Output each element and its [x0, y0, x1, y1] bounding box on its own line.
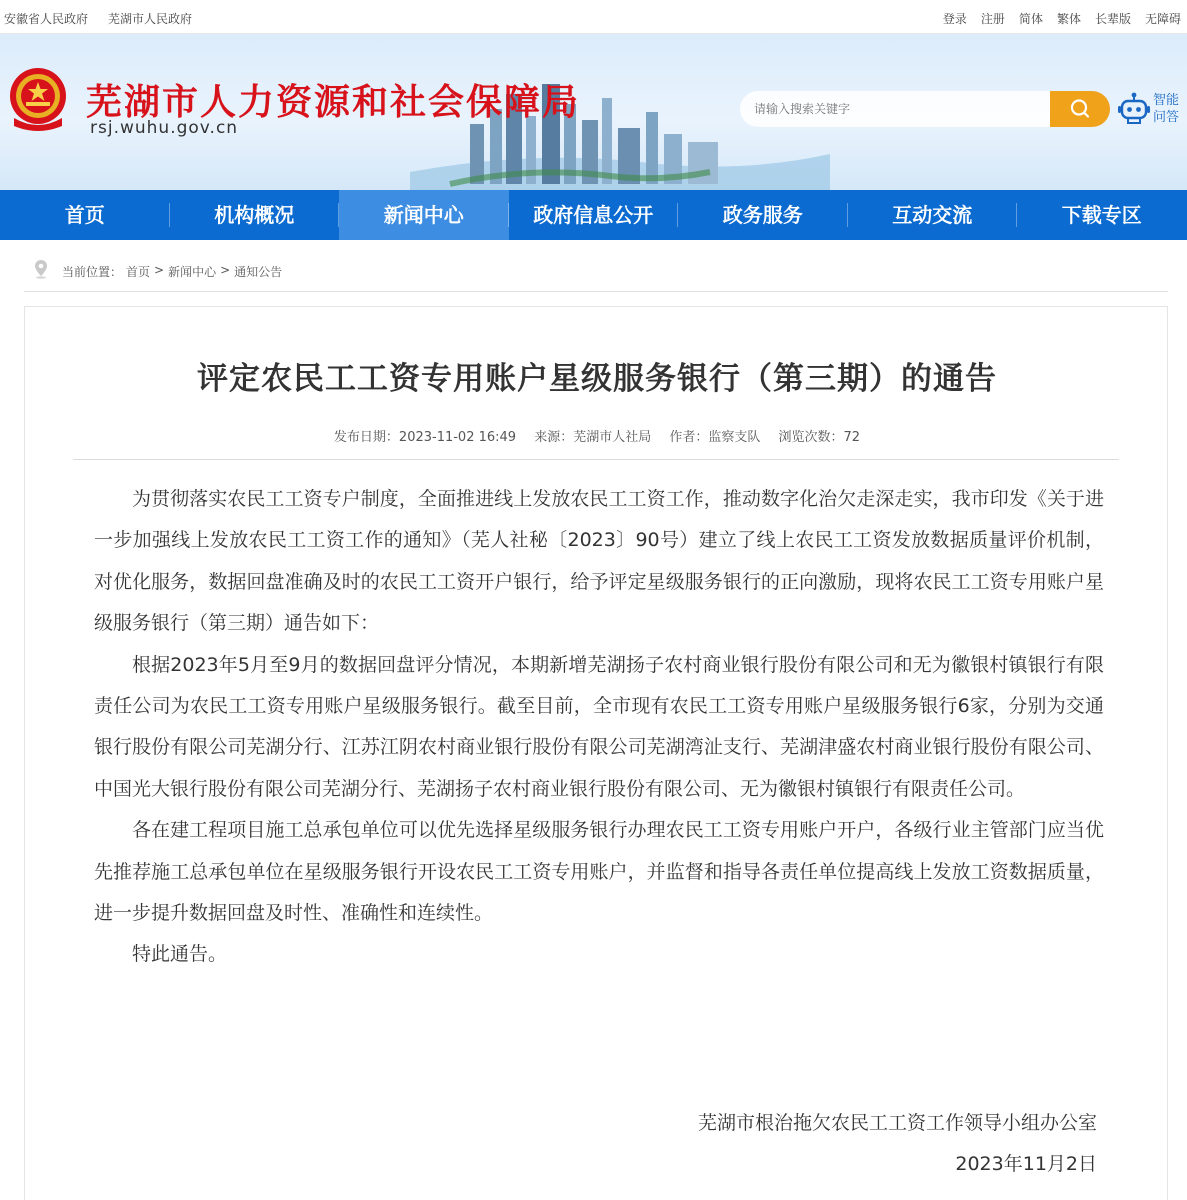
breadcrumb-separator: > [220, 263, 231, 277]
search-icon [1050, 91, 1110, 127]
article-title: 评定农民工工资专用账户星级服务银行（第三期）的通告 [197, 361, 997, 397]
article-paragraph: 为贯彻落实农民工工资专户制度，全面推进线上发放农民工工资工作，推动数字化治欠走深走实，我市印发《关于进一步加强线上发放农民工工资工作的通知》（芜人社秘〔2023〕90号）建立了线上农民工工资发放数据质量评价机制，对优化服务，数据回盘准确及时的农民工工资开户银行，给予评定星级服务银行的正向激励，现将农民工工资专用账户星级服务银行（第三期）通告如下： [94, 488, 1104, 635]
assistant-label[interactable]: 智能问答 [1153, 93, 1180, 125]
site-domain: rsj.wuhu.gov.cn [90, 118, 239, 138]
elder-mode-link[interactable]: 长辈版 [1094, 12, 1131, 26]
breadcrumb-label: 当前位置： [62, 265, 123, 279]
top-bar-left-links [4, 10, 192, 27]
view-count: 浏览次数：72 [778, 430, 861, 445]
search-input[interactable] [740, 91, 1056, 127]
signature-date: 2023年11月2日 [955, 1153, 1097, 1175]
site-title: 芜湖市人力资源和社会保障局 [86, 81, 581, 123]
national-emblem-icon [6, 66, 70, 132]
nav-item-organization[interactable]: 机构概况 [170, 190, 340, 240]
robot-assistant-icon[interactable] [1118, 92, 1150, 126]
site-header [0, 34, 1187, 190]
article-author: 作者：监察支队 [669, 430, 761, 445]
article-card [24, 306, 1168, 1200]
article-paragraph: 各在建工程项目施工总承包单位可以优先选择星级服务银行办理农民工工资专用账户开户，各级行业主管部门应当优先推荐施工总承包单位在星级服务银行开设农民工工资专用账户，并监督和指导各责任单位提高线上发放工资数据质量，进一步提升数据回盘及时性、准确性和连续性。 [94, 819, 1104, 925]
nav-item-government-info[interactable]: 政府信息公开 [509, 190, 679, 240]
location-pin-icon [34, 259, 48, 279]
top-bar-right-links [943, 10, 1181, 27]
breadcrumb [24, 254, 1168, 292]
publish-date: 发布日期：2023-11-02 16:49 [333, 430, 517, 445]
meta-divider [73, 459, 1119, 460]
breadcrumb-news-center[interactable]: 新闻中心 [168, 265, 217, 279]
article-paragraph: 根据2023年5月至9月的数据回盘评分情况，本期新增芜湖扬子农村商业银行股份有限公司和无为徽银村镇银行有限责任公司为农民工工资专用账户星级服务银行。截至目前，全市现有农民工工资专用账户星级服务银行6家，分别为交通银行股份有限公司芜湖分行、江苏江阴农村商业银行股份有限公司芜湖湾沚支行、芜湖津盛农村商业银行股份有限公司、中国光大银行股份有限公司芜湖分行、芜湖扬子农村商业银行股份有限公司、无为徽银村镇银行有限责任公司。 [94, 653, 1104, 800]
nav-item-home[interactable]: 首页 [0, 190, 170, 240]
link-anhui-gov[interactable]: 安徽省人民政府 [4, 12, 89, 26]
article-source: 来源：芜湖市人社局 [534, 430, 652, 445]
link-wuhu-gov[interactable]: 芜湖市人民政府 [108, 12, 193, 26]
breadcrumb-home[interactable]: 首页 [126, 265, 151, 279]
main-nav [0, 190, 1187, 240]
issuing-office: 芜湖市根治拖欠农民工工资工作领导小组办公室 [697, 1112, 1097, 1134]
top-bar [0, 0, 1187, 34]
nav-item-news-center[interactable]: 新闻中心 [339, 190, 509, 240]
nav-item-government-services[interactable]: 政务服务 [678, 190, 848, 240]
article-paragraph: 特此通告。 [132, 943, 228, 966]
traditional-chinese-link[interactable]: 繁体 [1056, 12, 1081, 26]
accessibility-link[interactable]: 无障碍 [1144, 12, 1181, 26]
search-button[interactable] [1050, 91, 1110, 127]
breadcrumb-notices[interactable]: 通知公告 [234, 265, 283, 279]
nav-item-interaction[interactable]: 互动交流 [848, 190, 1018, 240]
simplified-chinese-link[interactable]: 简体 [1018, 12, 1043, 26]
article-body [94, 479, 1104, 976]
article-signature-block [698, 1103, 1097, 1185]
register-link[interactable]: 注册 [980, 12, 1005, 26]
breadcrumb-trail [62, 263, 282, 280]
login-link[interactable]: 登录 [942, 12, 967, 26]
nav-item-downloads[interactable]: 下载专区 [1061, 203, 1142, 227]
article-meta [25, 426, 1169, 445]
search-box [740, 91, 1110, 127]
breadcrumb-separator: > [154, 263, 165, 277]
